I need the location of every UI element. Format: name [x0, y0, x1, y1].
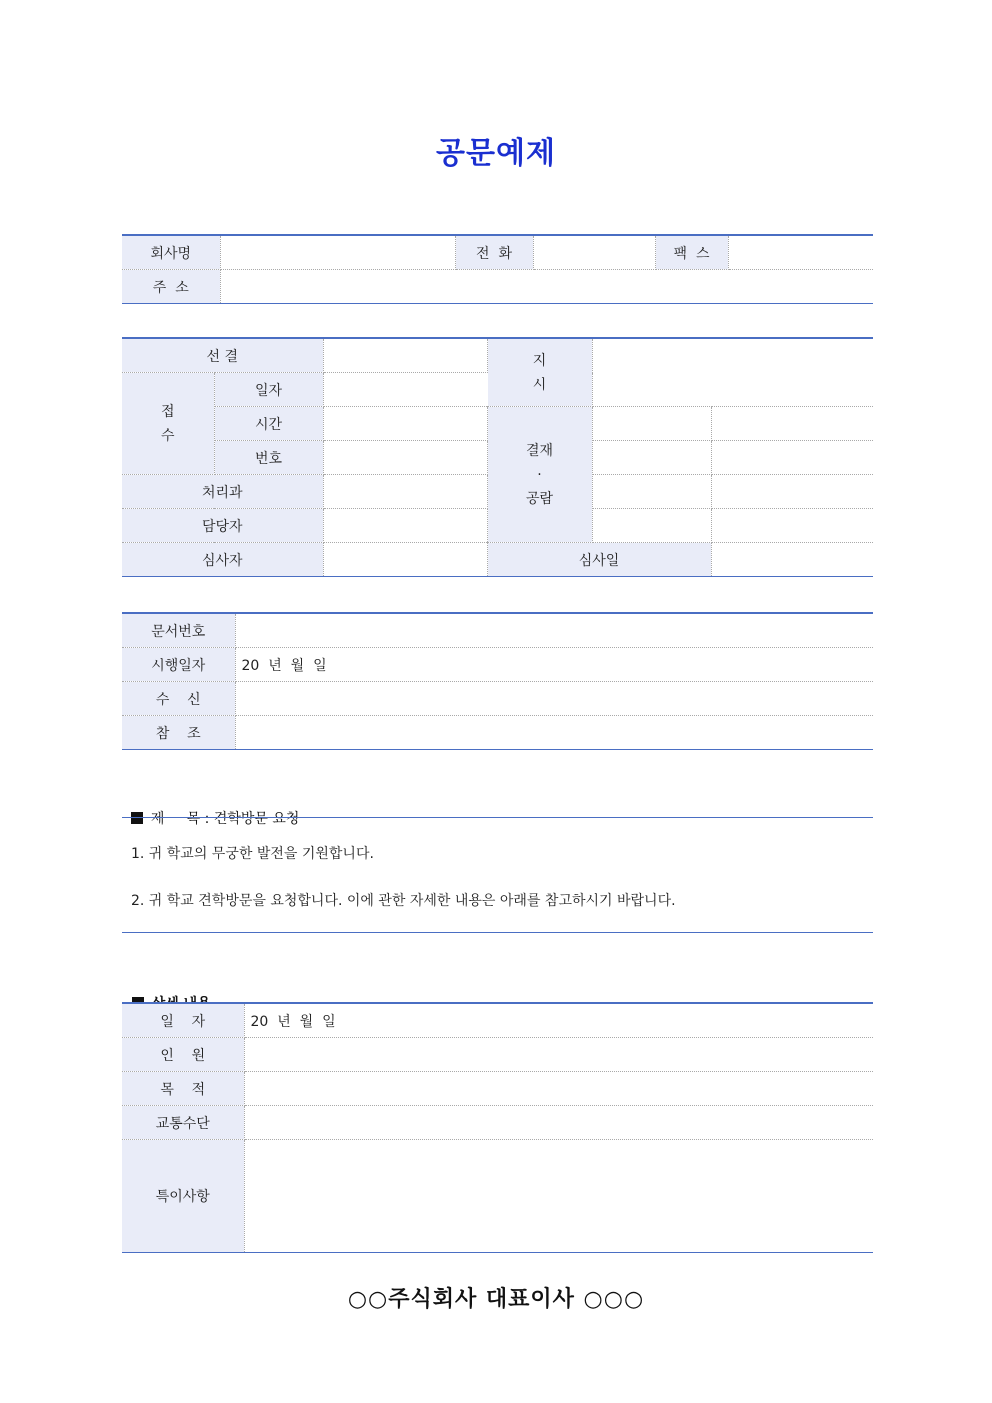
body-paragraph-1[interactable]: 1. 귀 학교의 무궁한 발전을 기원합니다. — [131, 846, 374, 862]
review-date-label: 심사일 — [487, 543, 711, 577]
address-field[interactable] — [220, 270, 873, 304]
approval-cell[interactable] — [711, 407, 873, 441]
reference-label: 참 조 — [122, 716, 235, 750]
approval-table — [122, 337, 873, 577]
divider — [122, 932, 873, 933]
approval-cell[interactable] — [711, 509, 873, 543]
document-title: 공문예제 — [436, 136, 556, 171]
people-label: 인 원 — [122, 1038, 244, 1072]
phone-label: 전 화 — [455, 235, 533, 270]
effective-date-label: 시행일자 — [122, 648, 235, 682]
purpose-label: 목 적 — [122, 1072, 244, 1106]
instruction-label: 지 시 — [487, 338, 592, 407]
receipt-date-label: 일자 — [214, 373, 323, 407]
company-info-table — [122, 234, 873, 304]
divider — [122, 817, 873, 818]
company-name-field[interactable] — [220, 235, 455, 270]
transport-label: 교통수단 — [122, 1106, 244, 1140]
recipient-field[interactable] — [235, 682, 873, 716]
approval-cell[interactable] — [592, 509, 711, 543]
details-table — [122, 1002, 873, 1253]
prior-decision-field[interactable] — [323, 338, 487, 373]
manager-field[interactable] — [323, 509, 487, 543]
subject-heading — [122, 792, 299, 828]
purpose-field[interactable] — [244, 1072, 873, 1106]
effective-date-field[interactable]: 20 년 월 일 — [235, 648, 873, 682]
fax-field[interactable] — [728, 235, 873, 270]
receipt-time-label: 시간 — [214, 407, 323, 441]
approval-cell[interactable] — [592, 475, 711, 509]
reference-field[interactable] — [235, 716, 873, 750]
approval-cell[interactable] — [711, 475, 873, 509]
subject-label: 제 목 : — [150, 811, 214, 827]
body-paragraph-2[interactable]: 2. 귀 학교 견학방문을 요청합니다. 이에 관한 자세한 내용은 아래를 참고하시기 바랍니다. — [131, 893, 676, 909]
approval-cell[interactable] — [711, 441, 873, 475]
notes-field[interactable] — [244, 1140, 873, 1253]
review-date-field[interactable] — [711, 543, 873, 577]
document-info-table — [122, 612, 873, 750]
processing-dept-label: 처리과 — [122, 475, 323, 509]
fax-label: 팩 스 — [655, 235, 728, 270]
manager-label: 담당자 — [122, 509, 323, 543]
company-name-label: 회사명 — [122, 235, 220, 270]
square-bullet-icon — [131, 812, 143, 824]
receipt-number-field[interactable] — [323, 441, 487, 475]
signature-line: ○○주식회사 대표이사 ○○○ — [347, 1287, 645, 1312]
receipt-time-field[interactable] — [323, 407, 487, 441]
transport-field[interactable] — [244, 1106, 873, 1140]
approval-cell[interactable] — [592, 407, 711, 441]
notes-label: 특이사항 — [122, 1140, 244, 1253]
doc-number-label: 문서번호 — [122, 613, 235, 648]
processing-dept-field[interactable] — [323, 475, 487, 509]
prior-decision-label: 선 결 — [122, 338, 323, 373]
doc-number-field[interactable] — [235, 613, 873, 648]
recipient-label: 수 신 — [122, 682, 235, 716]
receipt-number-label: 번호 — [214, 441, 323, 475]
subject-value[interactable]: 견학방문 요청 — [213, 811, 300, 827]
instruction-field[interactable] — [592, 338, 873, 407]
approval-sign-label: 결재 · 공람 — [487, 407, 592, 543]
address-label: 주 소 — [122, 270, 220, 304]
reviewer-label: 심사자 — [122, 543, 323, 577]
visit-date-label: 일 자 — [122, 1003, 244, 1038]
people-field[interactable] — [244, 1038, 873, 1072]
reviewer-field[interactable] — [323, 543, 487, 577]
phone-field[interactable] — [533, 235, 655, 270]
visit-date-field[interactable]: 20 년 월 일 — [244, 1003, 873, 1038]
receipt-label: 접 수 — [122, 373, 214, 475]
receipt-date-field[interactable] — [323, 373, 487, 407]
approval-cell[interactable] — [592, 441, 711, 475]
